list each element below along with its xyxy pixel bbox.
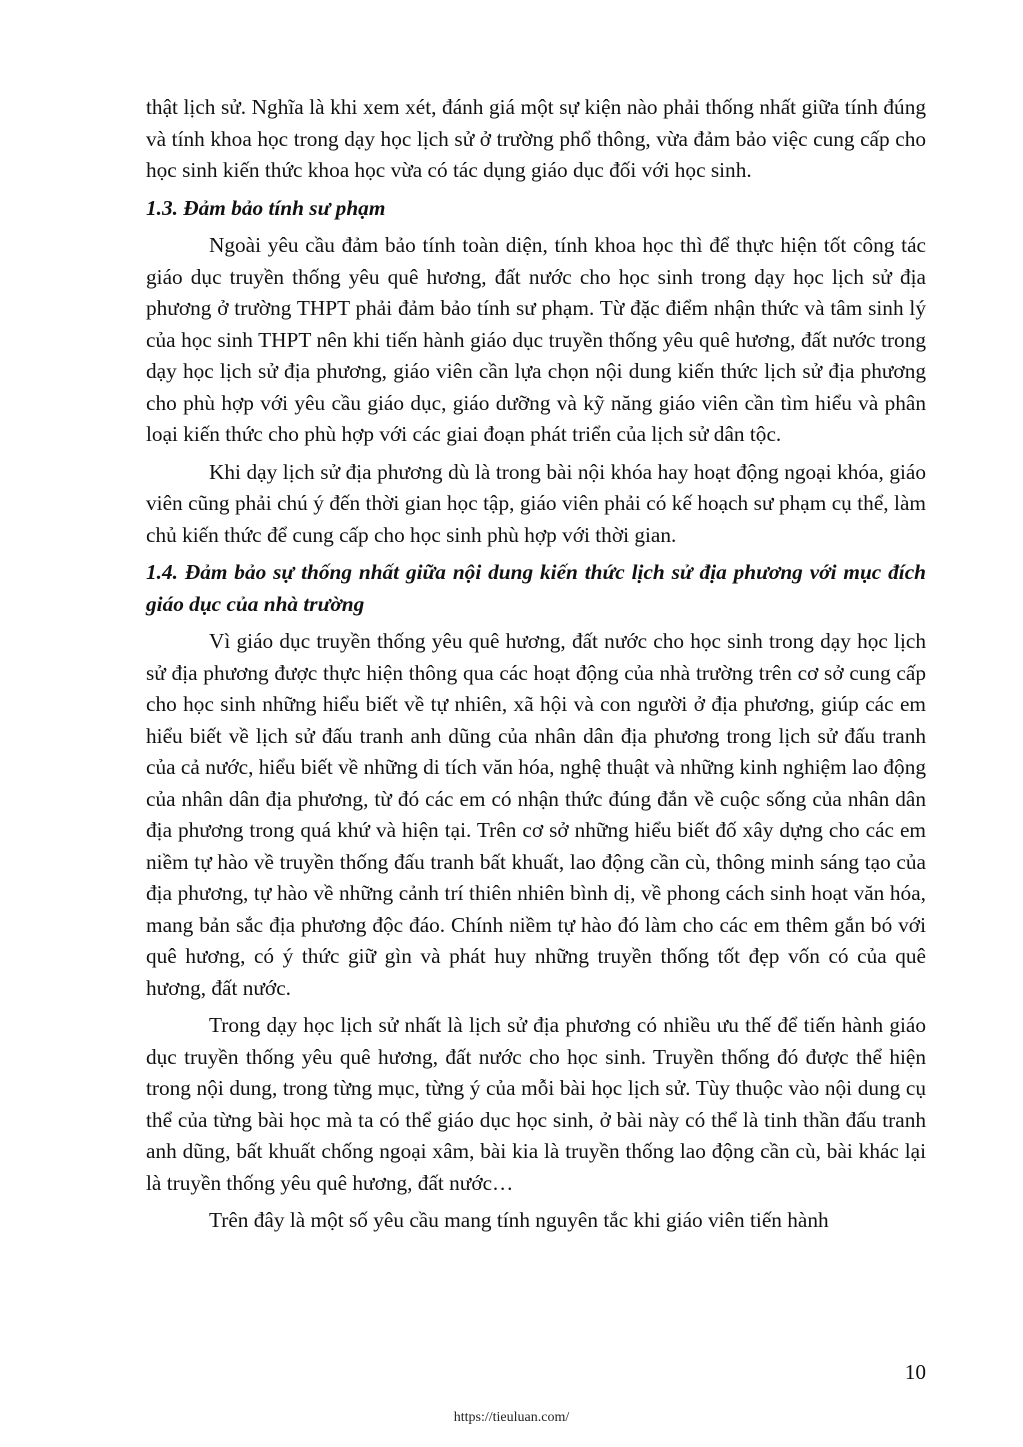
paragraph: Trong dạy học lịch sử nhất là lịch sử địa phương có nhiều ưu thế để tiến hành giáo dục truyền thống yêu quê hương, đất nước cho học sinh. Truyền thống đó được thể hiện trong nội dung, trong từng mục, từng ý của mỗi bài học lịch sử. Tùy thuộc vào nội dung cụ thể của từng bài học mà ta có thể giáo dục học sinh, ở bài này có thể là tinh thần đấu tranh anh dũng, bất khuất chống ngoại xâm, bài kia là truyền thống lao động cần cù, bài khác lại là truyền thống yêu quê hương, đất nước…: [146, 1013, 926, 1195]
document-page: [146, 92, 926, 1243]
paragraph: Vì giáo dục truyền thống yêu quê hương, đất nước cho học sinh trong dạy học lịch sử địa phương được thực hiện thông qua các hoạt động của nhà trường trên cơ sở cung cấp cho học sinh những hiểu biết về tự nhiên, xã hội và con người ở địa phương, giúp các em hiểu biết về lịch sử đấu tranh anh dũng của nhân dân địa phương trong lịch sử đấu tranh của cả nước, hiểu biết về những di tích văn hóa, nghệ thuật và những kinh nghiệm lao động của nhân dân địa phương, từ đó các em có nhận thức đúng đắn về cuộc sống của nhân dân địa phương trong quá khứ và hiện tại. Trên cơ sở những hiểu biết đố xây dựng cho các em niềm tự hào về truyền thống đấu tranh bất khuất, lao động cần cù, thông minh sáng tạo của địa phương, tự hào về những cảnh trí thiên nhiên bình dị, về phong cách sinh hoạt văn hóa, mang bản sắc địa phương độc đáo. Chính niềm tự hào đó làm cho các em thêm gắn bó với quê hương, có ý thức giữ gìn và phát huy những truyền thống tốt đẹp vốn có của quê hương, đất nước.: [146, 629, 926, 1000]
footer-url[interactable]: https://tieuluan.com/: [453, 1410, 570, 1425]
section-heading-1-3: 1.3. Đảm bảo tính sư phạm: [146, 195, 386, 220]
page-number: 10: [904, 1360, 926, 1384]
paragraph: Ngoài yêu cầu đảm bảo tính toàn diện, tính khoa học thì để thực hiện tốt công tác giáo dục truyền thống yêu quê hương, đất nước cho học sinh trong dạy học lịch sử địa phương ở trường THPT phải đảm bảo tính sư phạm. Từ đặc điểm nhận thức và tâm sinh lý của học sinh THPT nên khi tiến hành giáo dục truyền thống yêu quê hương, đất nước trong dạy học lịch sử địa phương, giáo viên cần lựa chọn nội dung kiến thức lịch sử địa phương cho phù hợp với yêu cầu giáo dục, giáo dưỡng và kỹ năng giáo viên cần tìm hiểu và phân loại kiến thức cho phù hợp với các giai đoạn phát triển của lịch sử dân tộc.: [146, 233, 926, 446]
section-heading-1-4: 1.4. Đảm bảo sự thống nhất giữa nội dung kiến thức lịch sử địa phương với mục đích giáo dục của nhà trường: [146, 560, 926, 616]
paragraph: Khi dạy lịch sử địa phương dù là trong bài nội khóa hay hoạt động ngoại khóa, giáo viên cũng phải chú ý đến thời gian học tập, giáo viên phải có kế hoạch sư phạm cụ thể, làm chủ kiến thức để cung cấp cho học sinh phù hợp với thời gian.: [146, 459, 926, 547]
paragraph-continuation: thật lịch sử. Nghĩa là khi xem xét, đánh giá một sự kiện nào phải thống nhất giữa tính đúng và tính khoa học trong dạy học lịch sử ở trường phổ thông, vừa đảm bảo việc cung cấp cho học sinh kiến thức khoa học vừa có tác dụng giáo dục đối với học sinh.: [146, 95, 926, 182]
paragraph: Trên đây là một số yêu cầu mang tính nguyên tắc khi giáo viên tiến hành: [209, 1208, 829, 1232]
